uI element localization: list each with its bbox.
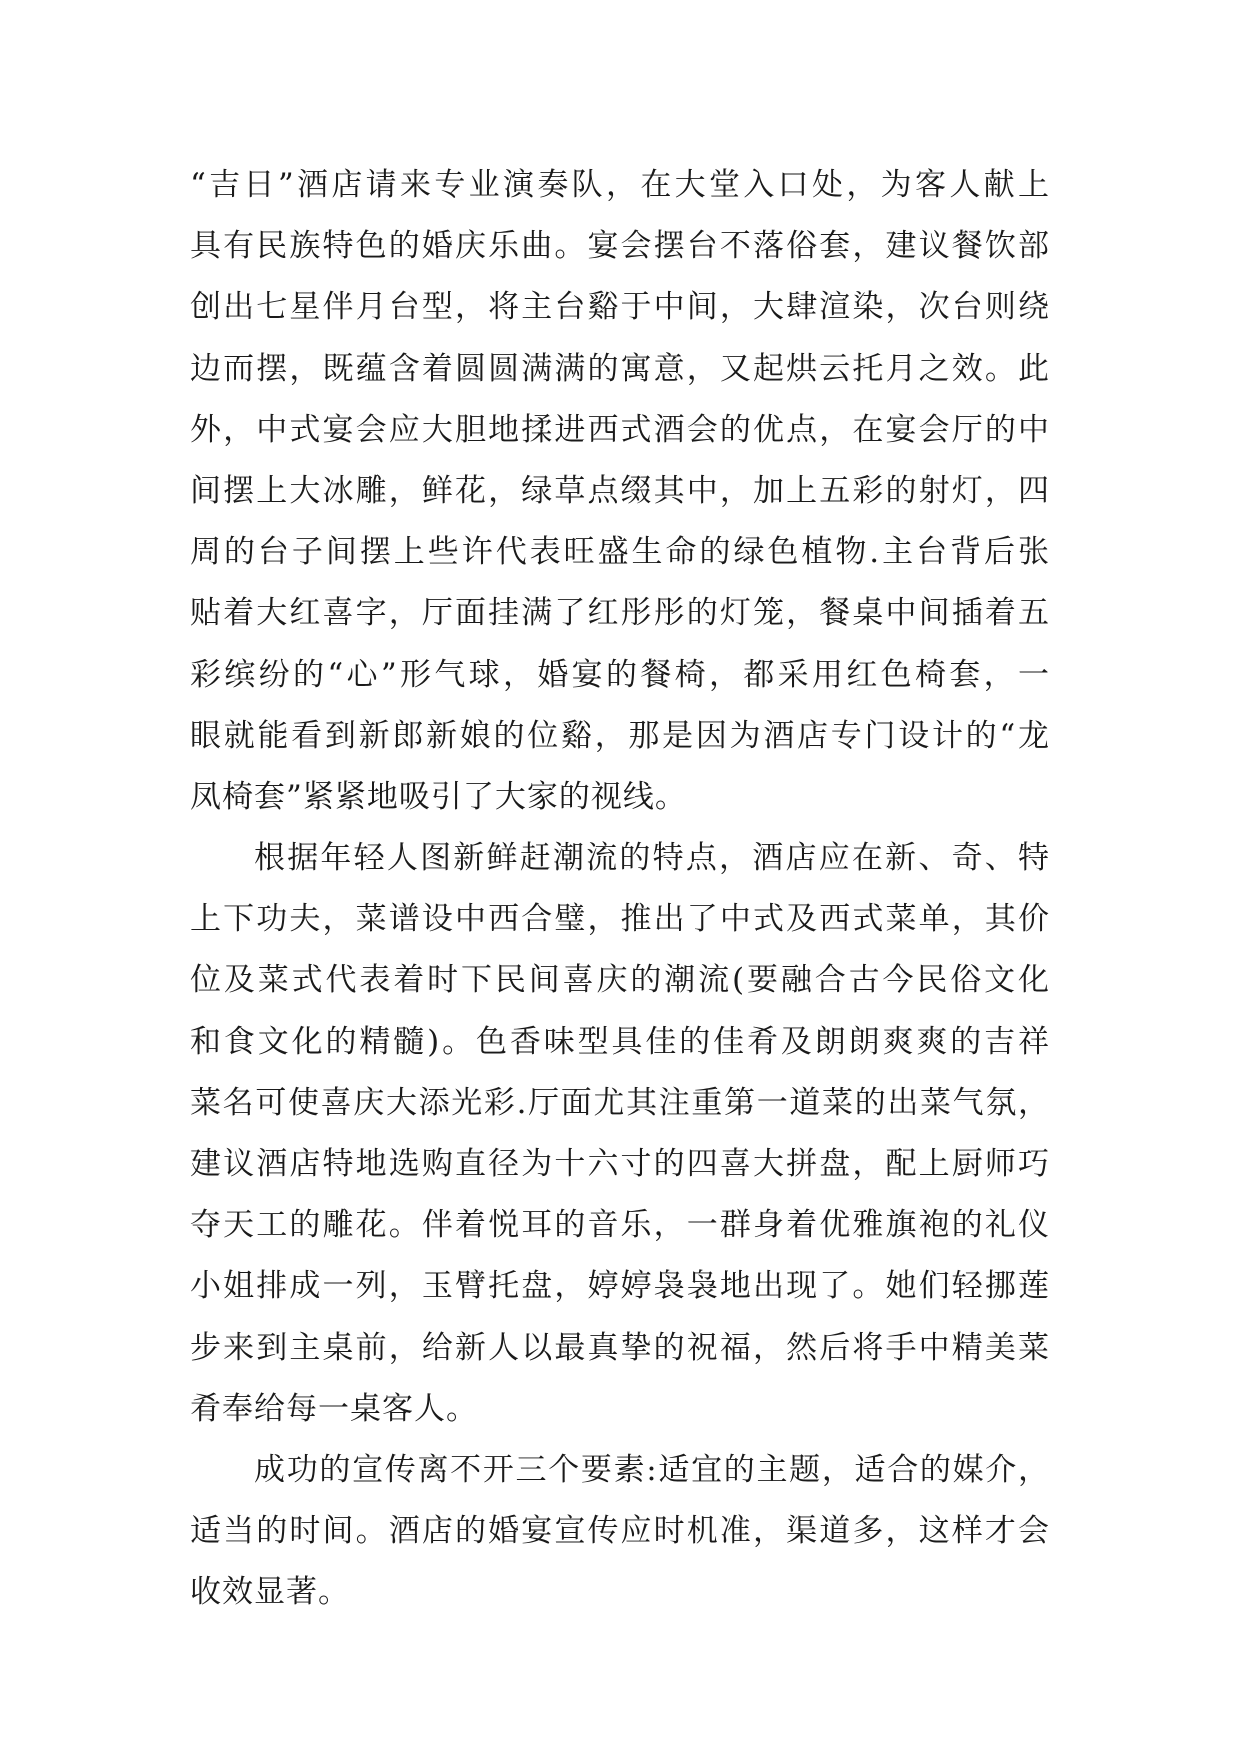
text-line: 外，中式宴会应大胆地揉进西式酒会的优点，在宴会厅的中: [190, 411, 1050, 448]
text-line: 创出七星伴月台型，将主台谿于中间，大肆渲染，次台则绕: [190, 289, 1050, 326]
text-line: 收效显著。: [190, 1574, 350, 1611]
paragraph-2: [190, 828, 1050, 1440]
paragraph-1: [190, 155, 1050, 828]
text-line: 和食文化的精髓)。色香味型具佳的佳肴及朗朗爽爽的吉祥: [190, 1023, 1050, 1060]
text-line: “吉日”酒店请来专业演奏队，在大堂入口处，为客人献上: [190, 167, 1050, 203]
text-line: 根据年轻人图新鲜赶潮流的特点，酒店应在新、奇、特: [254, 840, 1050, 877]
text-line: 适当的时间。酒店的婚宴宣传应时机准，渠道多，这样才会: [190, 1513, 1050, 1550]
text-line: 位及菜式代表着时下民间喜庆的潮流(要融合古今民俗文化: [190, 962, 1050, 999]
text-line: 上下功夫，菜谱设中西合璧，推出了中式及西式菜单，其价: [190, 901, 1050, 938]
text-line: 具有民族特色的婚庆乐曲。宴会摆台不落俗套，建议餐饮部: [190, 228, 1050, 265]
text-line: 步来到主桌前，给新人以最真挚的祝福，然后将手中精美菜: [190, 1329, 1050, 1366]
text-line: 边而摆，既蕴含着圆圆满满的寓意，又起烘云托月之效。此: [190, 350, 1050, 387]
text-line: 间摆上大冰雕，鲜花，绿草点缀其中，加上五彩的射灯，四: [190, 472, 1050, 509]
text-line: 成功的宣传离不开三个要素:适宜的主题，适合的媒介，: [254, 1451, 1050, 1488]
document-body: [190, 155, 1050, 1624]
text-line: 凤椅套”紧紧地吸引了大家的视线。: [190, 778, 687, 815]
paragraph-3: [190, 1440, 1050, 1624]
text-line: 肴奉给每一桌客人。: [190, 1390, 478, 1427]
text-line: 菜名可使喜庆大添光彩.厅面尤其注重第一道菜的出菜气氛，: [190, 1084, 1050, 1121]
text-line: 周的台子间摆上些许代表旺盛生命的绿色植物.主台背后张: [190, 534, 1050, 571]
text-line: 夺天工的雕花。伴着悦耳的音乐，一群身着优雅旗袍的礼仪: [190, 1207, 1050, 1244]
text-line: 建议酒店特地选购直径为十六寸的四喜大拼盘，配上厨师巧: [190, 1146, 1050, 1182]
text-line: 小姐排成一列，玉臂托盘，婷婷袅袅地出现了。她们轻挪莲: [190, 1268, 1050, 1305]
text-line: 贴着大红喜字，厅面挂满了红彤彤的灯笼，餐桌中间插着五: [190, 595, 1050, 632]
text-line: 眼就能看到新郎新娘的位谿，那是因为酒店专门设计的“龙: [190, 717, 1050, 754]
text-line: 彩缤纷的“心”形气球，婚宴的餐椅，都采用红色椅套，一: [190, 656, 1050, 693]
